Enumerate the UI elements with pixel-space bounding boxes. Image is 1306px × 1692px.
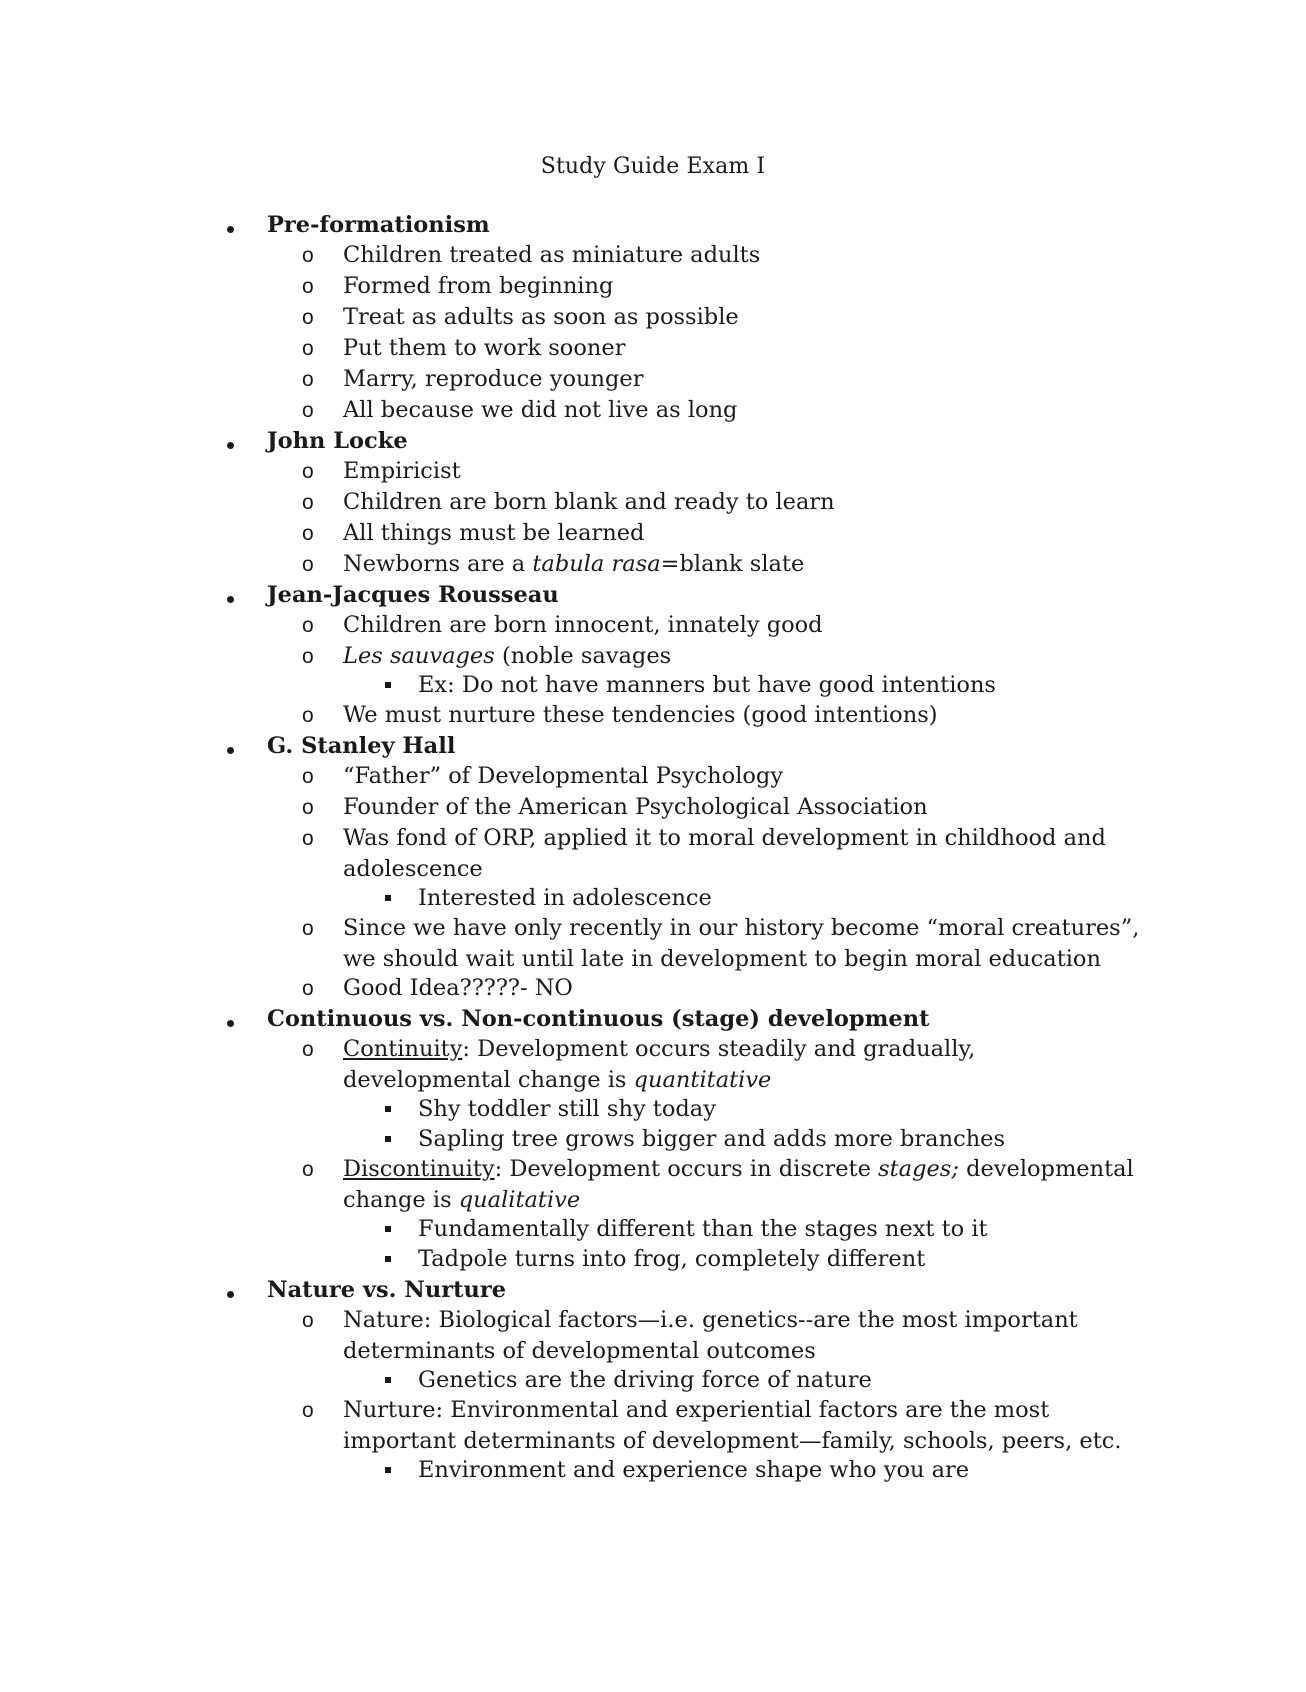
list-item: Since we have only recently in our history become “moral creatures”, bbox=[343, 915, 1140, 941]
italic-term: tabula rasa bbox=[532, 551, 661, 577]
document-title: Study Guide Exam I bbox=[540, 154, 766, 179]
bullet-icon bbox=[227, 442, 234, 449]
sub-list-item: Interested in adolescence bbox=[418, 885, 712, 911]
bullet-icon bbox=[227, 226, 234, 233]
text-span: =blank slate bbox=[660, 551, 805, 577]
list-item: Was fond of ORP, applied it to moral development in childhood and bbox=[343, 825, 1106, 851]
list-item: Children are born innocent, innately good bbox=[343, 612, 823, 638]
circle-bullet-icon: o bbox=[302, 645, 314, 668]
bullet-icon bbox=[227, 747, 234, 754]
circle-bullet-icon: o bbox=[302, 1158, 314, 1181]
list-item-continuation: we should wait until late in development to begin moral education bbox=[343, 946, 1101, 972]
square-bullet-icon bbox=[385, 682, 391, 688]
section-heading-continuity: Continuous vs. Non-continuous (stage) development bbox=[267, 1006, 930, 1032]
circle-bullet-icon: o bbox=[302, 306, 314, 329]
italic-term: stages; bbox=[878, 1156, 959, 1182]
section-heading-preformationism: Pre-formationism bbox=[267, 212, 490, 238]
list-item: Nurture: Environmental and experiential factors are the most bbox=[343, 1397, 1050, 1423]
list-item: Children are born blank and ready to learn bbox=[343, 489, 835, 515]
square-bullet-icon bbox=[385, 1377, 391, 1383]
circle-bullet-icon: o bbox=[302, 765, 314, 788]
list-item: Empiricist bbox=[343, 458, 461, 484]
list-item-continuation bbox=[343, 1065, 771, 1096]
circle-bullet-icon: o bbox=[302, 917, 314, 940]
circle-bullet-icon: o bbox=[302, 460, 314, 483]
square-bullet-icon bbox=[385, 1226, 391, 1232]
list-item: Founder of the American Psychological Association bbox=[343, 794, 928, 820]
list-item: Children treated as miniature adults bbox=[343, 242, 761, 268]
circle-bullet-icon: o bbox=[302, 977, 314, 1000]
circle-bullet-icon: o bbox=[302, 704, 314, 727]
list-item bbox=[343, 641, 671, 672]
circle-bullet-icon: o bbox=[302, 1309, 314, 1332]
circle-bullet-icon: o bbox=[302, 337, 314, 360]
list-item: Marry, reproduce younger bbox=[343, 366, 644, 392]
square-bullet-icon bbox=[385, 895, 391, 901]
sub-list-item: Sapling tree grows bigger and adds more branches bbox=[418, 1126, 1006, 1152]
italic-term: quantitative bbox=[633, 1067, 772, 1093]
list-item bbox=[343, 1034, 975, 1065]
section-heading-locke: John Locke bbox=[267, 428, 408, 454]
list-item: Put them to work sooner bbox=[343, 335, 626, 361]
circle-bullet-icon: o bbox=[302, 275, 314, 298]
circle-bullet-icon: o bbox=[302, 553, 314, 576]
underlined-term: Continuity bbox=[343, 1036, 463, 1062]
circle-bullet-icon: o bbox=[302, 827, 314, 850]
text-span: developmental change is bbox=[343, 1067, 634, 1093]
sub-list-item: Tadpole turns into frog, completely different bbox=[418, 1246, 926, 1272]
underlined-term: Discontinuity bbox=[343, 1156, 495, 1182]
list-item: Nature: Biological factors—i.e. genetics--are the most important bbox=[343, 1307, 1078, 1333]
sub-list-item: Shy toddler still shy today bbox=[418, 1096, 716, 1122]
sub-list-item: Environment and experience shape who you are bbox=[418, 1457, 970, 1483]
bullet-icon bbox=[227, 596, 234, 603]
text-span: : Development occurs in discrete bbox=[494, 1156, 879, 1182]
sub-list-item: Genetics are the driving force of nature bbox=[418, 1367, 872, 1393]
list-item: Treat as adults as soon as possible bbox=[343, 304, 739, 330]
text-span: developmental bbox=[958, 1156, 1134, 1182]
list-item: Good Idea?????- NO bbox=[343, 975, 573, 1001]
text-span: (noble savages bbox=[494, 643, 672, 669]
section-heading-hall: G. Stanley Hall bbox=[267, 733, 456, 759]
list-item bbox=[343, 1154, 1134, 1185]
list-item: We must nurture these tendencies (good intentions) bbox=[343, 702, 938, 728]
list-item-continuation: important determinants of development—family, schools, peers, etc. bbox=[343, 1428, 1122, 1454]
circle-bullet-icon: o bbox=[302, 368, 314, 391]
circle-bullet-icon: o bbox=[302, 491, 314, 514]
circle-bullet-icon: o bbox=[302, 614, 314, 637]
square-bullet-icon bbox=[385, 1256, 391, 1262]
square-bullet-icon bbox=[385, 1136, 391, 1142]
circle-bullet-icon: o bbox=[302, 399, 314, 422]
bullet-icon bbox=[227, 1020, 234, 1027]
text-span: change is bbox=[343, 1187, 459, 1213]
circle-bullet-icon: o bbox=[302, 1399, 314, 1422]
text-span: : Development occurs steadily and gradually, bbox=[462, 1036, 976, 1062]
sub-list-item: Fundamentally different than the stages next to it bbox=[418, 1216, 988, 1242]
italic-term: qualitative bbox=[458, 1187, 581, 1213]
circle-bullet-icon: o bbox=[302, 796, 314, 819]
square-bullet-icon bbox=[385, 1106, 391, 1112]
list-item bbox=[343, 549, 804, 580]
list-item: All because we did not live as long bbox=[343, 397, 738, 423]
text-span: Newborns are a bbox=[343, 551, 533, 577]
section-heading-nature-nurture: Nature vs. Nurture bbox=[267, 1277, 507, 1303]
list-item: All things must be learned bbox=[343, 520, 645, 546]
circle-bullet-icon: o bbox=[302, 1038, 314, 1061]
italic-term: Les sauvages bbox=[343, 643, 495, 669]
list-item: Formed from beginning bbox=[343, 273, 614, 299]
circle-bullet-icon: o bbox=[302, 244, 314, 267]
bullet-icon bbox=[227, 1291, 234, 1298]
list-item-continuation bbox=[343, 1185, 580, 1216]
section-heading-rousseau: Jean-Jacques Rousseau bbox=[267, 582, 559, 608]
list-item-continuation: adolescence bbox=[343, 856, 483, 882]
sub-list-item: Ex: Do not have manners but have good intentions bbox=[418, 672, 996, 698]
square-bullet-icon bbox=[385, 1467, 391, 1473]
list-item: “Father” of Developmental Psychology bbox=[343, 763, 784, 789]
circle-bullet-icon: o bbox=[302, 522, 314, 545]
list-item-continuation: determinants of developmental outcomes bbox=[343, 1338, 816, 1364]
